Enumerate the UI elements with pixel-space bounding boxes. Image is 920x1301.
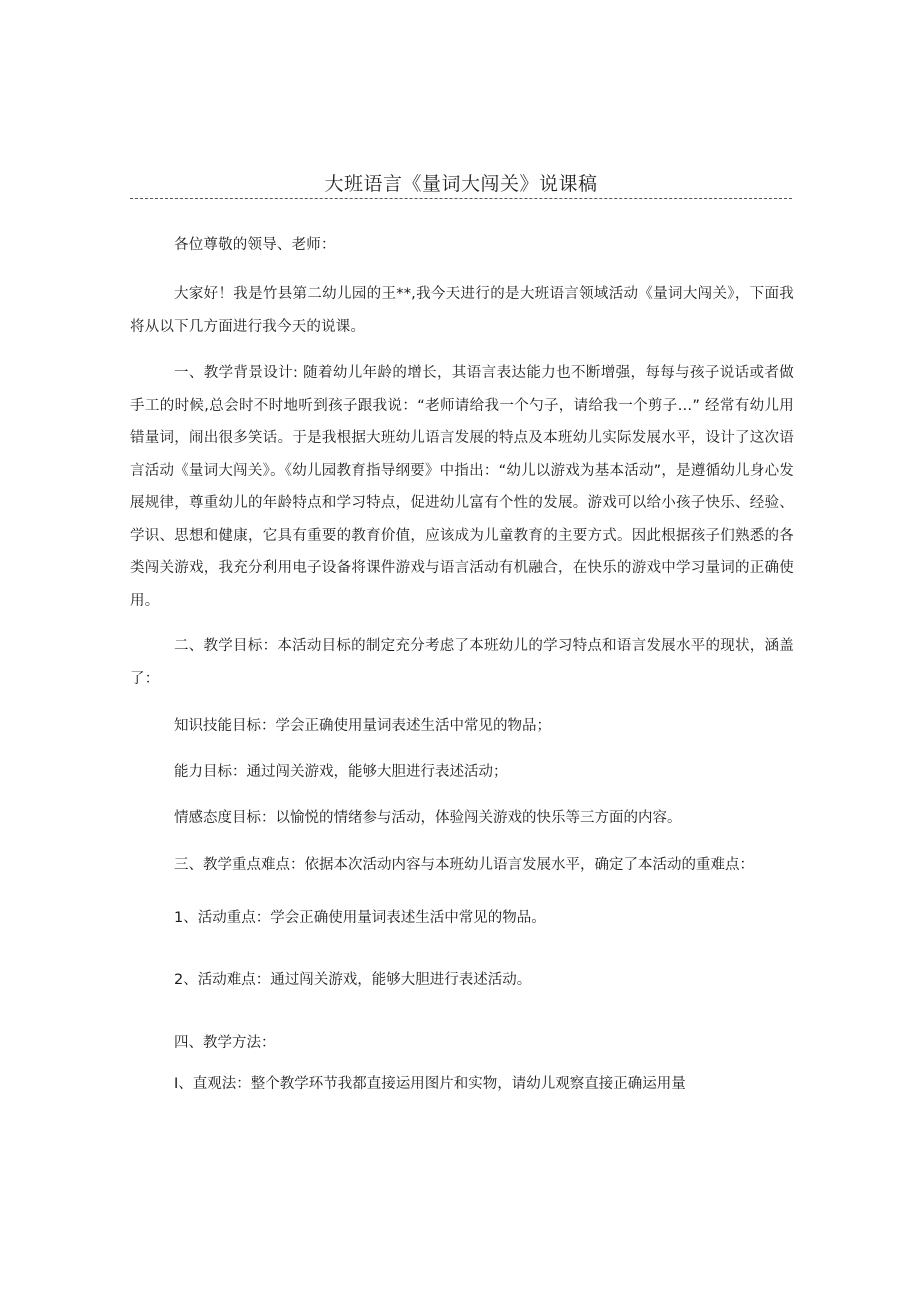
- section-3-paragraph: 三、教学重点难点：依据本次活动内容与本班幼儿语言发展水平，确定了本活动的重难点：: [174, 857, 754, 873]
- section-4-heading: 四、教学方法：: [174, 1035, 276, 1051]
- document-title: 大班语言《量词大闯关》说课稿: [324, 173, 598, 195]
- section-2-paragraph: 二、教学目标：本活动目标的制定充分考虑了本班幼儿的学习特点和语言发展水平的现状，涵盖了：: [130, 638, 794, 687]
- section-1-paragraph: 一、教学背景设计: 随着幼儿年龄的增长，其语言表达能力也不断增强，每每与孩子说话或者做手工的时候,总会时不时地听到孩子跟我说：“老师请给我一个勺子，请给我一个剪子…” 经常有幼儿用错量词，闹出很多笑话。于是我根据大班幼儿语言发展的特点及本班幼儿实际发展水平，设计了这次语言活动《量词大闯关》。《幼儿园教育指导纲要》中指出：“幼儿以游戏为基本活动”，是遵循幼儿身心发展规律，尊重幼儿的年龄特点和学习特点，促进幼儿富有个性的发展。游戏可以给小孩子快乐、经验、学识、思想和健康，它具有重要的教育价值，应该成为儿童教育的主要方式。因此根据孩子们熟悉的各类闯关游戏，我充分利用电子设备将课件游戏与语言活动有机融合，在快乐的游戏中学习量词的正确使用。: [130, 365, 794, 609]
- goal-knowledge: 知识技能目标：学会正确使用量词表述生活中常见的物品；: [174, 718, 551, 734]
- method-1: I、直观法：整个教学环节我都直接运用图片和实物，请幼儿观察直接正确运用量: [174, 1076, 686, 1092]
- difficult-point: 2、活动难点：通过闯关游戏，能够大胆进行表述活动。: [174, 972, 532, 988]
- salutation-paragraph: 各位尊敬的领导、老师：: [174, 237, 336, 253]
- key-point: 1、活动重点：学会正确使用量词表述生活中常见的物品。: [174, 910, 546, 926]
- title-divider: [130, 198, 792, 199]
- goal-ability: 能力目标：通过闯关游戏，能够大胆进行表述活动；: [174, 764, 508, 780]
- goal-emotion: 情感态度目标：以愉悦的情绪参与活动，体验闯关游戏的快乐等三方面的内容。: [174, 810, 682, 826]
- intro-paragraph: 大家好！我是竹县第二幼儿园的王**,我今天进行的是大班语言领域活动《量词大闯关》，下面我将从以下几方面进行我今天的说课。: [130, 286, 794, 335]
